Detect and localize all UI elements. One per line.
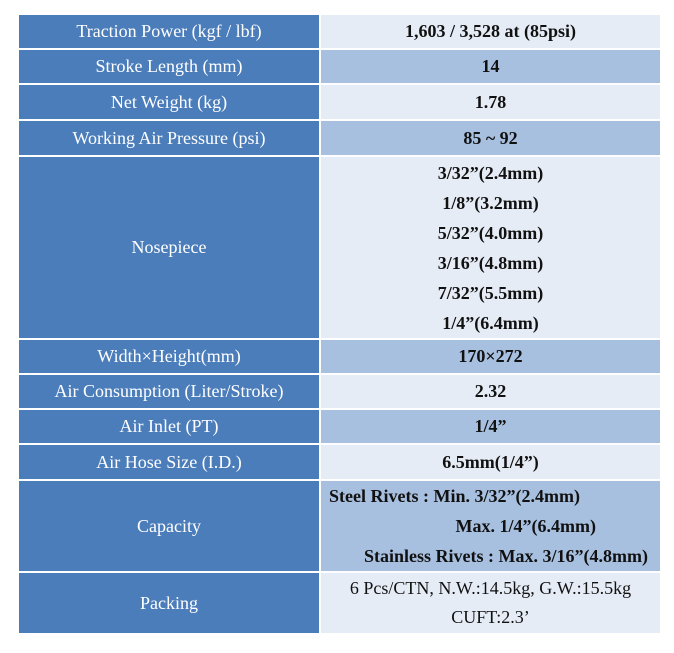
table-row bbox=[18, 120, 661, 156]
table-row bbox=[18, 339, 661, 374]
row-value: 170×272 bbox=[320, 339, 661, 374]
row-value: 1,603 / 3,528 at (85psi) bbox=[320, 14, 661, 49]
nosepiece-size: 1/4”(6.4mm) bbox=[442, 312, 539, 333]
capacity-line: Max. 1/4”(6.4mm) bbox=[455, 516, 596, 536]
row-value: 2.32 bbox=[320, 374, 661, 409]
table-row bbox=[18, 572, 661, 634]
row-label: Width×Height(mm) bbox=[18, 339, 320, 374]
table-row bbox=[18, 374, 661, 409]
table-row bbox=[18, 480, 661, 572]
row-value bbox=[320, 156, 661, 339]
row-value: 1.78 bbox=[320, 84, 661, 120]
row-value: 85 ~ 92 bbox=[320, 120, 661, 156]
row-value bbox=[320, 572, 661, 634]
row-label: Traction Power (kgf / lbf) bbox=[18, 14, 320, 49]
table-row bbox=[18, 84, 661, 120]
table-row bbox=[18, 156, 661, 339]
row-label: Capacity bbox=[18, 480, 320, 572]
nosepiece-size: 3/16”(4.8mm) bbox=[437, 252, 544, 273]
row-label: Stroke Length (mm) bbox=[18, 49, 320, 84]
spec-table bbox=[17, 13, 662, 635]
row-value: 6.5mm(1/4”) bbox=[320, 444, 661, 480]
nosepiece-size: 5/32”(4.0mm) bbox=[437, 222, 544, 243]
table-row bbox=[18, 14, 661, 49]
row-value bbox=[320, 480, 661, 572]
row-label: Air Consumption (Liter/Stroke) bbox=[18, 374, 320, 409]
capacity-line: Steel Rivets : Min. 3/32”(2.4mm) bbox=[329, 486, 580, 506]
nosepiece-size: 7/32”(5.5mm) bbox=[437, 282, 544, 303]
row-label: Working Air Pressure (psi) bbox=[18, 120, 320, 156]
nosepiece-size: 3/32”(2.4mm) bbox=[437, 162, 544, 183]
table-row bbox=[18, 409, 661, 444]
table-row bbox=[18, 444, 661, 480]
table-row bbox=[18, 49, 661, 84]
row-label: Packing bbox=[18, 572, 320, 634]
row-value: 1/4” bbox=[320, 409, 661, 444]
row-label: Air Inlet (PT) bbox=[18, 409, 320, 444]
row-label: Net Weight (kg) bbox=[18, 84, 320, 120]
packing-line: CUFT:2.3’ bbox=[451, 607, 530, 627]
row-label: Nosepiece bbox=[18, 156, 320, 339]
row-label: Air Hose Size (I.D.) bbox=[18, 444, 320, 480]
nosepiece-size: 1/8”(3.2mm) bbox=[442, 192, 539, 213]
row-value: 14 bbox=[320, 49, 661, 84]
capacity-line: Stainless Rivets : Max. 3/16”(4.8mm) bbox=[364, 546, 648, 566]
packing-line: 6 Pcs/CTN, N.W.:14.5kg, G.W.:15.5kg bbox=[349, 578, 632, 598]
